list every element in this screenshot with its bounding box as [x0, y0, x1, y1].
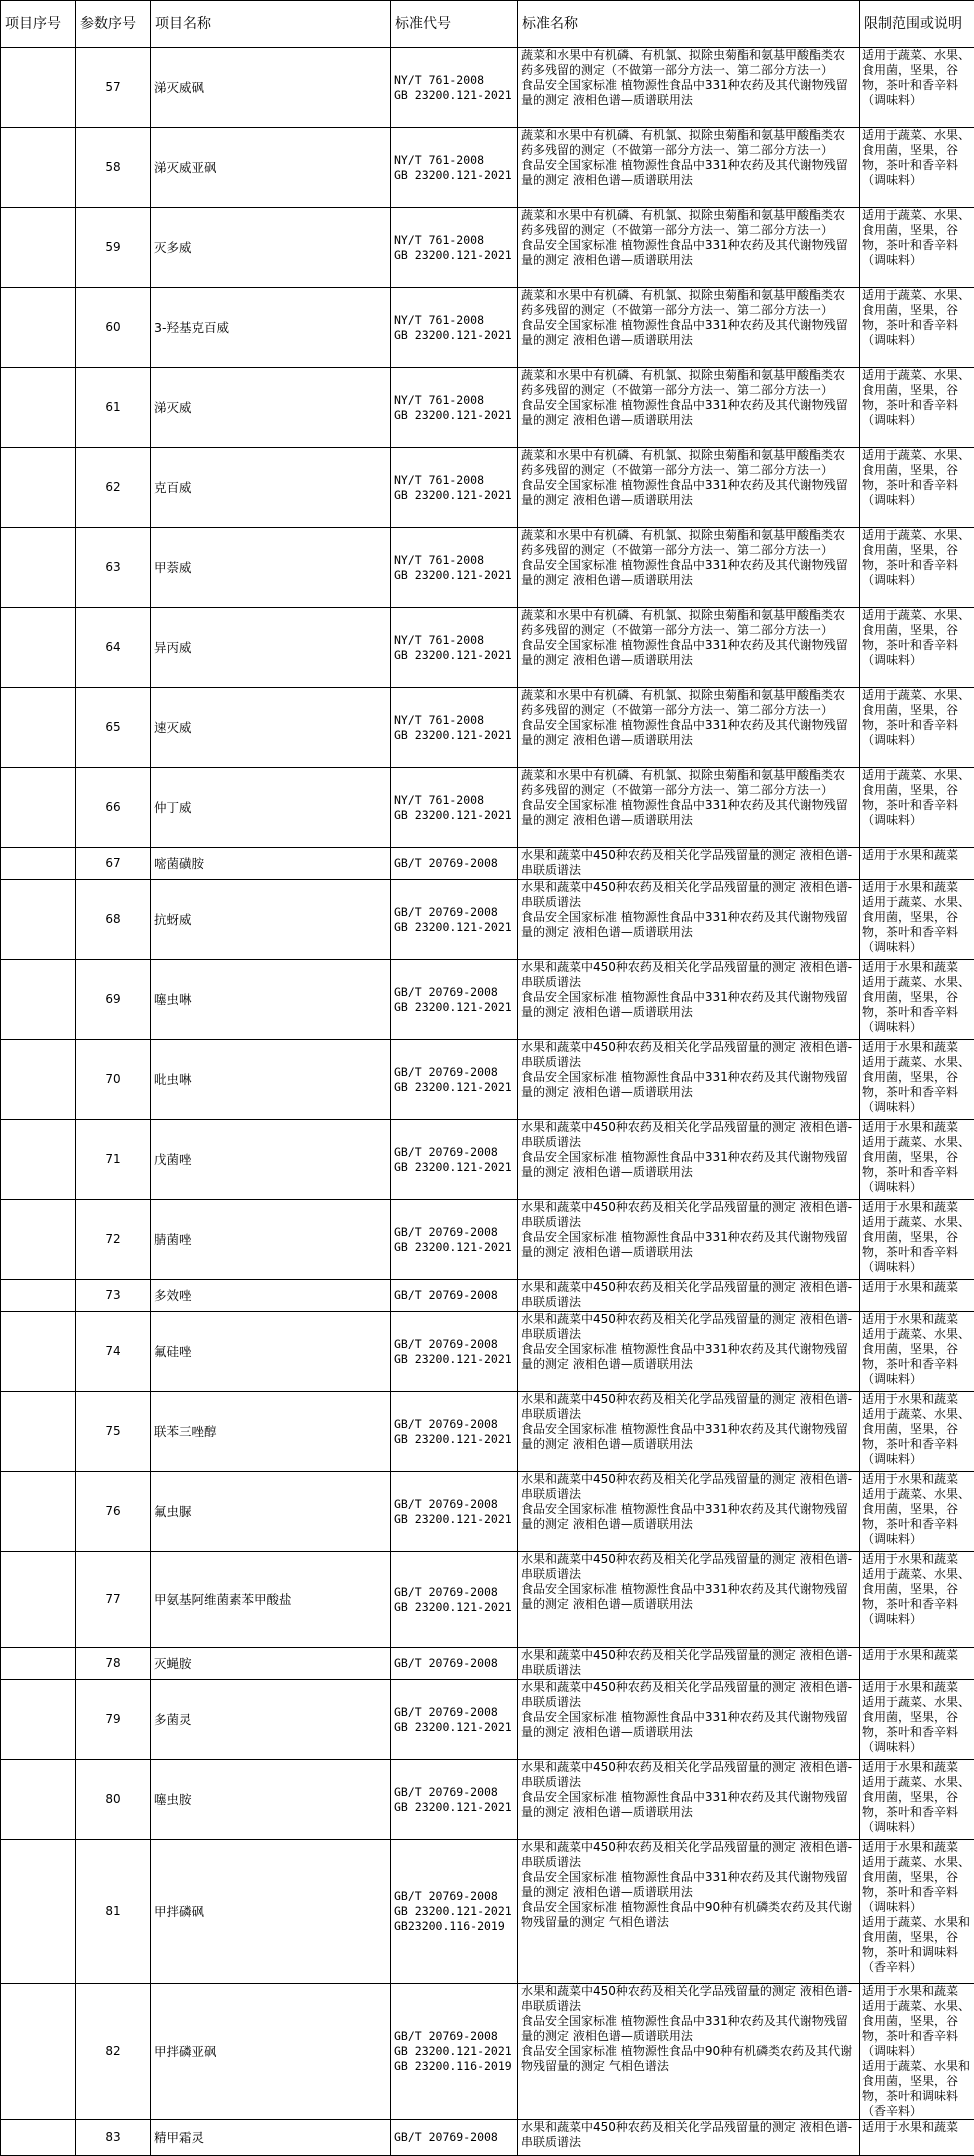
- cell-item-no: [1, 128, 76, 208]
- header-row: [1, 1, 974, 48]
- cell-item-no: [1, 1280, 76, 1312]
- cell-param-no: 61: [76, 368, 151, 448]
- header-std-name: 标准名称: [518, 1, 860, 48]
- cell-item-no: [1, 288, 76, 368]
- table-row: [1, 1040, 974, 1120]
- cell-item-name: 涕灭威: [151, 368, 391, 448]
- cell-std-name: 水果和蔬菜中450种农药及相关化学品残留量的测定 液相色谱-串联质谱法: [518, 2120, 860, 2156]
- table-row: [1, 128, 974, 208]
- cell-std-code: NY/T 761-2008 GB 23200.121-2021: [391, 128, 518, 208]
- cell-item-no: [1, 2120, 76, 2156]
- cell-item-name: 联苯三唑醇: [151, 1392, 391, 1472]
- cell-param-no: 57: [76, 48, 151, 128]
- cell-scope: 适用于蔬菜、水果、食用菌，坚果，谷物，茶叶和香辛料（调味料）: [860, 688, 974, 768]
- cell-std-code: GB/T 20769-2008 GB 23200.121-2021: [391, 1680, 518, 1760]
- cell-item-no: [1, 48, 76, 128]
- cell-std-name: 水果和蔬菜中450种农药及相关化学品残留量的测定 液相色谱-串联质谱法 食品安全国家标准 植物源性食品中331种农药及其代谢物残留量的测定 液相色谱—质谱联用法: [518, 1472, 860, 1552]
- table-row: [1, 768, 974, 848]
- cell-scope: 适用于水果和蔬菜 适用于蔬菜、水果、食用菌，坚果，谷物，茶叶和香辛料（调味料）: [860, 1312, 974, 1392]
- cell-std-code: NY/T 761-2008 GB 23200.121-2021: [391, 768, 518, 848]
- cell-item-name: 氟虫脲: [151, 1472, 391, 1552]
- cell-item-no: [1, 1120, 76, 1200]
- cell-std-code: GB/T 20769-2008 GB 23200.121-2021: [391, 1472, 518, 1552]
- cell-item-name: 甲萘威: [151, 528, 391, 608]
- cell-item-name: 克百威: [151, 448, 391, 528]
- table-row: [1, 960, 974, 1040]
- cell-item-name: 吡虫啉: [151, 1040, 391, 1120]
- table-row: [1, 1760, 974, 1840]
- cell-param-no: 60: [76, 288, 151, 368]
- table-row: [1, 1312, 974, 1392]
- cell-item-no: [1, 1984, 76, 2120]
- cell-std-name: 水果和蔬菜中450种农药及相关化学品残留量的测定 液相色谱-串联质谱法 食品安全国家标准 植物源性食品中331种农药及其代谢物残留量的测定 液相色谱—质谱联用法: [518, 1760, 860, 1840]
- cell-item-no: [1, 1552, 76, 1648]
- cell-item-no: [1, 1392, 76, 1472]
- cell-item-no: [1, 848, 76, 880]
- cell-item-no: [1, 1760, 76, 1840]
- header-std-code: 标准代号: [391, 1, 518, 48]
- cell-item-no: [1, 608, 76, 688]
- cell-std-code: GB/T 20769-2008 GB 23200.121-2021: [391, 880, 518, 960]
- cell-param-no: 63: [76, 528, 151, 608]
- cell-param-no: 81: [76, 1840, 151, 1984]
- table-row: [1, 1120, 974, 1200]
- cell-item-name: 嘧菌磺胺: [151, 848, 391, 880]
- table-row: [1, 1392, 974, 1472]
- cell-param-no: 82: [76, 1984, 151, 2120]
- cell-item-no: [1, 368, 76, 448]
- cell-item-name: 噻虫啉: [151, 960, 391, 1040]
- cell-std-code: NY/T 761-2008 GB 23200.121-2021: [391, 528, 518, 608]
- cell-std-code: GB/T 20769-2008: [391, 1280, 518, 1312]
- cell-item-name: 仲丁威: [151, 768, 391, 848]
- cell-param-no: 74: [76, 1312, 151, 1392]
- cell-param-no: 75: [76, 1392, 151, 1472]
- cell-scope: 适用于水果和蔬菜 适用于蔬菜、水果、食用菌，坚果，谷物，茶叶和香辛料（调味料）: [860, 880, 974, 960]
- cell-param-no: 78: [76, 1648, 151, 1680]
- cell-item-no: [1, 1200, 76, 1280]
- cell-std-code: GB/T 20769-2008 GB 23200.121-2021: [391, 1040, 518, 1120]
- cell-param-no: 73: [76, 1280, 151, 1312]
- cell-std-name: 水果和蔬菜中450种农药及相关化学品残留量的测定 液相色谱-串联质谱法 食品安全国家标准 植物源性食品中331种农药及其代谢物残留量的测定 液相色谱—质谱联用法 食品安全国家标准 植物源性食品中90种有机磷类农药及其代谢物残留量的测定 气相色谱法: [518, 1984, 860, 2120]
- cell-std-name: 蔬菜和水果中有机磷、有机氯、拟除虫菊酯和氨基甲酸酯类农药多残留的测定（不做第一部分方法一、第二部分方法一） 食品安全国家标准 植物源性食品中331种农药及其代谢物残留量的测定 液相色谱—质谱联用法: [518, 608, 860, 688]
- table-row: [1, 48, 974, 128]
- cell-item-no: [1, 880, 76, 960]
- cell-item-no: [1, 1472, 76, 1552]
- cell-item-name: 多效唑: [151, 1280, 391, 1312]
- table-row: [1, 1840, 974, 1984]
- cell-item-name: 异丙威: [151, 608, 391, 688]
- table-row: [1, 2120, 974, 2156]
- cell-item-no: [1, 1312, 76, 1392]
- cell-item-no: [1, 528, 76, 608]
- table-row: [1, 208, 974, 288]
- cell-scope: 适用于水果和蔬菜 适用于蔬菜、水果、食用菌，坚果，谷物，茶叶和香辛料（调味料）: [860, 960, 974, 1040]
- cell-scope: 适用于水果和蔬菜 适用于蔬菜、水果、食用菌，坚果，谷物，茶叶和香辛料（调味料）: [860, 1472, 974, 1552]
- cell-scope: 适用于水果和蔬菜 适用于蔬菜、水果、食用菌，坚果，谷物，茶叶和香辛料（调味料）: [860, 1200, 974, 1280]
- cell-scope: 适用于蔬菜、水果、食用菌，坚果，谷物，茶叶和香辛料（调味料）: [860, 208, 974, 288]
- cell-std-name: 蔬菜和水果中有机磷、有机氯、拟除虫菊酯和氨基甲酸酯类农药多残留的测定（不做第一部分方法一、第二部分方法一） 食品安全国家标准 植物源性食品中331种农药及其代谢物残留量的测定 液相色谱—质谱联用法: [518, 768, 860, 848]
- cell-item-no: [1, 1040, 76, 1120]
- table-row: [1, 880, 974, 960]
- cell-item-no: [1, 1680, 76, 1760]
- cell-scope: 适用于水果和蔬菜: [860, 848, 974, 880]
- cell-std-name: 水果和蔬菜中450种农药及相关化学品残留量的测定 液相色谱-串联质谱法 食品安全国家标准 植物源性食品中331种农药及其代谢物残留量的测定 液相色谱—质谱联用法: [518, 1680, 860, 1760]
- cell-scope: 适用于蔬菜、水果、食用菌，坚果，谷物，茶叶和香辛料（调味料）: [860, 768, 974, 848]
- table-row: [1, 1200, 974, 1280]
- cell-std-name: 蔬菜和水果中有机磷、有机氯、拟除虫菊酯和氨基甲酸酯类农药多残留的测定（不做第一部分方法一、第二部分方法一） 食品安全国家标准 植物源性食品中331种农药及其代谢物残留量的测定 液相色谱—质谱联用法: [518, 288, 860, 368]
- cell-std-code: GB/T 20769-2008 GB 23200.121-2021: [391, 1120, 518, 1200]
- cell-scope: 适用于水果和蔬菜: [860, 1280, 974, 1312]
- table-row: [1, 448, 974, 528]
- cell-std-name: 蔬菜和水果中有机磷、有机氯、拟除虫菊酯和氨基甲酸酯类农药多残留的测定（不做第一部分方法一、第二部分方法一） 食品安全国家标准 植物源性食品中331种农药及其代谢物残留量的测定 液相色谱—质谱联用法: [518, 128, 860, 208]
- cell-item-name: 氟硅唑: [151, 1312, 391, 1392]
- cell-std-code: GB/T 20769-2008 GB 23200.121-2021 GB23200.116-2019: [391, 1840, 518, 1984]
- cell-std-name: 水果和蔬菜中450种农药及相关化学品残留量的测定 液相色谱-串联质谱法: [518, 1648, 860, 1680]
- cell-scope: 适用于蔬菜、水果、食用菌，坚果，谷物，茶叶和香辛料（调味料）: [860, 608, 974, 688]
- cell-item-no: [1, 768, 76, 848]
- cell-std-name: 水果和蔬菜中450种农药及相关化学品残留量的测定 液相色谱-串联质谱法 食品安全国家标准 植物源性食品中331种农药及其代谢物残留量的测定 液相色谱—质谱联用法: [518, 1552, 860, 1648]
- cell-std-code: NY/T 761-2008 GB 23200.121-2021: [391, 48, 518, 128]
- table-row: [1, 1552, 974, 1648]
- cell-param-no: 71: [76, 1120, 151, 1200]
- cell-param-no: 62: [76, 448, 151, 528]
- cell-param-no: 59: [76, 208, 151, 288]
- cell-item-name: 戊菌唑: [151, 1120, 391, 1200]
- cell-scope: 适用于水果和蔬菜 适用于蔬菜、水果、食用菌，坚果，谷物，茶叶和香辛料（调味料） 适用于蔬菜、水果和食用菌，坚果，谷物，茶叶和调味料（香辛料）: [860, 1984, 974, 2120]
- cell-param-no: 69: [76, 960, 151, 1040]
- cell-item-name: 速灭威: [151, 688, 391, 768]
- cell-std-code: GB/T 20769-2008 GB 23200.121-2021: [391, 1392, 518, 1472]
- cell-std-code: NY/T 761-2008 GB 23200.121-2021: [391, 448, 518, 528]
- cell-std-name: 蔬菜和水果中有机磷、有机氯、拟除虫菊酯和氨基甲酸酯类农药多残留的测定（不做第一部分方法一、第二部分方法一） 食品安全国家标准 植物源性食品中331种农药及其代谢物残留量的测定 液相色谱—质谱联用法: [518, 208, 860, 288]
- cell-std-code: NY/T 761-2008 GB 23200.121-2021: [391, 208, 518, 288]
- cell-param-no: 64: [76, 608, 151, 688]
- cell-std-name: 水果和蔬菜中450种农药及相关化学品残留量的测定 液相色谱-串联质谱法 食品安全国家标准 植物源性食品中331种农药及其代谢物残留量的测定 液相色谱—质谱联用法: [518, 1312, 860, 1392]
- cell-scope: 适用于水果和蔬菜 适用于蔬菜、水果、食用菌，坚果，谷物，茶叶和香辛料（调味料）: [860, 1040, 974, 1120]
- cell-scope: 适用于蔬菜、水果、食用菌，坚果，谷物，茶叶和香辛料（调味料）: [860, 368, 974, 448]
- cell-param-no: 70: [76, 1040, 151, 1120]
- table-row: [1, 528, 974, 608]
- cell-item-name: 精甲霜灵: [151, 2120, 391, 2156]
- cell-std-name: 水果和蔬菜中450种农药及相关化学品残留量的测定 液相色谱-串联质谱法 食品安全国家标准 植物源性食品中331种农药及其代谢物残留量的测定 液相色谱—质谱联用法: [518, 1040, 860, 1120]
- cell-param-no: 67: [76, 848, 151, 880]
- table-row: [1, 368, 974, 448]
- cell-std-name: 蔬菜和水果中有机磷、有机氯、拟除虫菊酯和氨基甲酸酯类农药多残留的测定（不做第一部分方法一、第二部分方法一） 食品安全国家标准 植物源性食品中331种农药及其代谢物残留量的测定 液相色谱—质谱联用法: [518, 528, 860, 608]
- table-row: [1, 288, 974, 368]
- cell-std-code: GB/T 20769-2008 GB 23200.121-2021: [391, 1200, 518, 1280]
- cell-item-name: 甲氨基阿维菌素苯甲酸盐: [151, 1552, 391, 1648]
- cell-scope: 适用于水果和蔬菜 适用于蔬菜、水果、食用菌，坚果，谷物，茶叶和香辛料（调味料）: [860, 1120, 974, 1200]
- cell-std-name: 蔬菜和水果中有机磷、有机氯、拟除虫菊酯和氨基甲酸酯类农药多残留的测定（不做第一部分方法一、第二部分方法一） 食品安全国家标准 植物源性食品中331种农药及其代谢物残留量的测定 液相色谱—质谱联用法: [518, 368, 860, 448]
- cell-std-name: 水果和蔬菜中450种农药及相关化学品残留量的测定 液相色谱-串联质谱法: [518, 848, 860, 880]
- cell-param-no: 77: [76, 1552, 151, 1648]
- cell-scope: 适用于水果和蔬菜: [860, 2120, 974, 2156]
- cell-item-name: 噻虫胺: [151, 1760, 391, 1840]
- cell-item-no: [1, 688, 76, 768]
- header-scope: 限制范围或说明: [860, 1, 974, 48]
- table-row: [1, 608, 974, 688]
- header-item-no: 项目序号: [1, 1, 76, 48]
- cell-std-code: GB/T 20769-2008 GB 23200.121-2021: [391, 1312, 518, 1392]
- cell-item-no: [1, 960, 76, 1040]
- table-row: [1, 1680, 974, 1760]
- cell-param-no: 83: [76, 2120, 151, 2156]
- header-item-name: 项目名称: [151, 1, 391, 48]
- cell-scope: 适用于水果和蔬菜: [860, 1648, 974, 1680]
- cell-std-name: 水果和蔬菜中450种农药及相关化学品残留量的测定 液相色谱-串联质谱法 食品安全国家标准 植物源性食品中331种农药及其代谢物残留量的测定 液相色谱—质谱联用法: [518, 960, 860, 1040]
- table-row: [1, 1984, 974, 2120]
- cell-param-no: 58: [76, 128, 151, 208]
- cell-item-name: 甲拌磷砜: [151, 1840, 391, 1984]
- cell-std-code: GB/T 20769-2008 GB 23200.121-2021: [391, 1760, 518, 1840]
- cell-param-no: 65: [76, 688, 151, 768]
- table-row: [1, 1280, 974, 1312]
- cell-std-name: 蔬菜和水果中有机磷、有机氯、拟除虫菊酯和氨基甲酸酯类农药多残留的测定（不做第一部分方法一、第二部分方法一） 食品安全国家标准 植物源性食品中331种农药及其代谢物残留量的测定 液相色谱—质谱联用法: [518, 48, 860, 128]
- cell-item-no: [1, 208, 76, 288]
- cell-std-code: NY/T 761-2008 GB 23200.121-2021: [391, 688, 518, 768]
- cell-std-name: 蔬菜和水果中有机磷、有机氯、拟除虫菊酯和氨基甲酸酯类农药多残留的测定（不做第一部分方法一、第二部分方法一） 食品安全国家标准 植物源性食品中331种农药及其代谢物残留量的测定 液相色谱—质谱联用法: [518, 688, 860, 768]
- cell-scope: 适用于蔬菜、水果、食用菌，坚果，谷物，茶叶和香辛料（调味料）: [860, 48, 974, 128]
- cell-item-name: 抗蚜威: [151, 880, 391, 960]
- cell-scope: 适用于蔬菜、水果、食用菌，坚果，谷物，茶叶和香辛料（调味料）: [860, 128, 974, 208]
- cell-item-no: [1, 448, 76, 528]
- cell-std-name: 水果和蔬菜中450种农药及相关化学品残留量的测定 液相色谱-串联质谱法 食品安全国家标准 植物源性食品中331种农药及其代谢物残留量的测定 液相色谱—质谱联用法: [518, 880, 860, 960]
- cell-param-no: 76: [76, 1472, 151, 1552]
- cell-param-no: 66: [76, 768, 151, 848]
- cell-item-name: 腈菌唑: [151, 1200, 391, 1280]
- header-param-no: 参数序号: [76, 1, 151, 48]
- cell-scope: 适用于蔬菜、水果、食用菌，坚果，谷物，茶叶和香辛料（调味料）: [860, 288, 974, 368]
- cell-std-code: GB/T 20769-2008 GB 23200.121-2021 GB 23200.116-2019: [391, 1984, 518, 2120]
- cell-std-name: 水果和蔬菜中450种农药及相关化学品残留量的测定 液相色谱-串联质谱法 食品安全国家标准 植物源性食品中331种农药及其代谢物残留量的测定 液相色谱—质谱联用法: [518, 1200, 860, 1280]
- cell-scope: 适用于水果和蔬菜 适用于蔬菜、水果、食用菌，坚果，谷物，茶叶和香辛料（调味料） 适用于蔬菜、水果和食用菌，坚果，谷物，茶叶和调味料（香辛料）: [860, 1840, 974, 1984]
- cell-std-code: GB/T 20769-2008: [391, 848, 518, 880]
- cell-scope: 适用于水果和蔬菜 适用于蔬菜、水果、食用菌，坚果，谷物，茶叶和香辛料（调味料）: [860, 1760, 974, 1840]
- cell-std-name: 水果和蔬菜中450种农药及相关化学品残留量的测定 液相色谱-串联质谱法: [518, 1280, 860, 1312]
- cell-item-name: 多菌灵: [151, 1680, 391, 1760]
- cell-std-code: GB/T 20769-2008 GB 23200.121-2021: [391, 960, 518, 1040]
- cell-std-name: 水果和蔬菜中450种农药及相关化学品残留量的测定 液相色谱-串联质谱法 食品安全国家标准 植物源性食品中331种农药及其代谢物残留量的测定 液相色谱—质谱联用法: [518, 1120, 860, 1200]
- cell-scope: 适用于水果和蔬菜 适用于蔬菜、水果、食用菌，坚果，谷物，茶叶和香辛料（调味料）: [860, 1552, 974, 1648]
- cell-scope: 适用于蔬菜、水果、食用菌，坚果，谷物，茶叶和香辛料（调味料）: [860, 448, 974, 528]
- cell-param-no: 72: [76, 1200, 151, 1280]
- table-row: [1, 1472, 974, 1552]
- cell-param-no: 80: [76, 1760, 151, 1840]
- cell-item-name: 灭蝇胺: [151, 1648, 391, 1680]
- cell-item-no: [1, 1840, 76, 1984]
- table-row: [1, 688, 974, 768]
- cell-item-name: 3-羟基克百威: [151, 288, 391, 368]
- cell-item-no: [1, 1648, 76, 1680]
- cell-std-code: NY/T 761-2008 GB 23200.121-2021: [391, 608, 518, 688]
- table-row: [1, 848, 974, 880]
- cell-item-name: 涕灭威亚砜: [151, 128, 391, 208]
- cell-param-no: 68: [76, 880, 151, 960]
- cell-std-code: GB/T 20769-2008: [391, 1648, 518, 1680]
- cell-std-name: 水果和蔬菜中450种农药及相关化学品残留量的测定 液相色谱-串联质谱法 食品安全国家标准 植物源性食品中331种农药及其代谢物残留量的测定 液相色谱—质谱联用法 食品安全国家标准 植物源性食品中90种有机磷类农药及其代谢物残留量的测定 气相色谱法: [518, 1840, 860, 1984]
- cell-item-name: 涕灭威砜: [151, 48, 391, 128]
- cell-param-no: 79: [76, 1680, 151, 1760]
- cell-std-code: GB/T 20769-2008: [391, 2120, 518, 2156]
- cell-scope: 适用于水果和蔬菜 适用于蔬菜、水果、食用菌，坚果，谷物，茶叶和香辛料（调味料）: [860, 1392, 974, 1472]
- cell-std-name: 蔬菜和水果中有机磷、有机氯、拟除虫菊酯和氨基甲酸酯类农药多残留的测定（不做第一部分方法一、第二部分方法一） 食品安全国家标准 植物源性食品中331种农药及其代谢物残留量的测定 液相色谱—质谱联用法: [518, 448, 860, 528]
- cell-item-name: 甲拌磷亚砜: [151, 1984, 391, 2120]
- cell-std-code: NY/T 761-2008 GB 23200.121-2021: [391, 368, 518, 448]
- cell-std-code: GB/T 20769-2008 GB 23200.121-2021: [391, 1552, 518, 1648]
- cell-std-name: 水果和蔬菜中450种农药及相关化学品残留量的测定 液相色谱-串联质谱法 食品安全国家标准 植物源性食品中331种农药及其代谢物残留量的测定 液相色谱—质谱联用法: [518, 1392, 860, 1472]
- cell-scope: 适用于水果和蔬菜 适用于蔬菜、水果、食用菌，坚果，谷物，茶叶和香辛料（调味料）: [860, 1680, 974, 1760]
- cell-std-code: NY/T 761-2008 GB 23200.121-2021: [391, 288, 518, 368]
- cell-scope: 适用于蔬菜、水果、食用菌，坚果，谷物，茶叶和香辛料（调味料）: [860, 528, 974, 608]
- table-row: [1, 1648, 974, 1680]
- cell-item-name: 灭多威: [151, 208, 391, 288]
